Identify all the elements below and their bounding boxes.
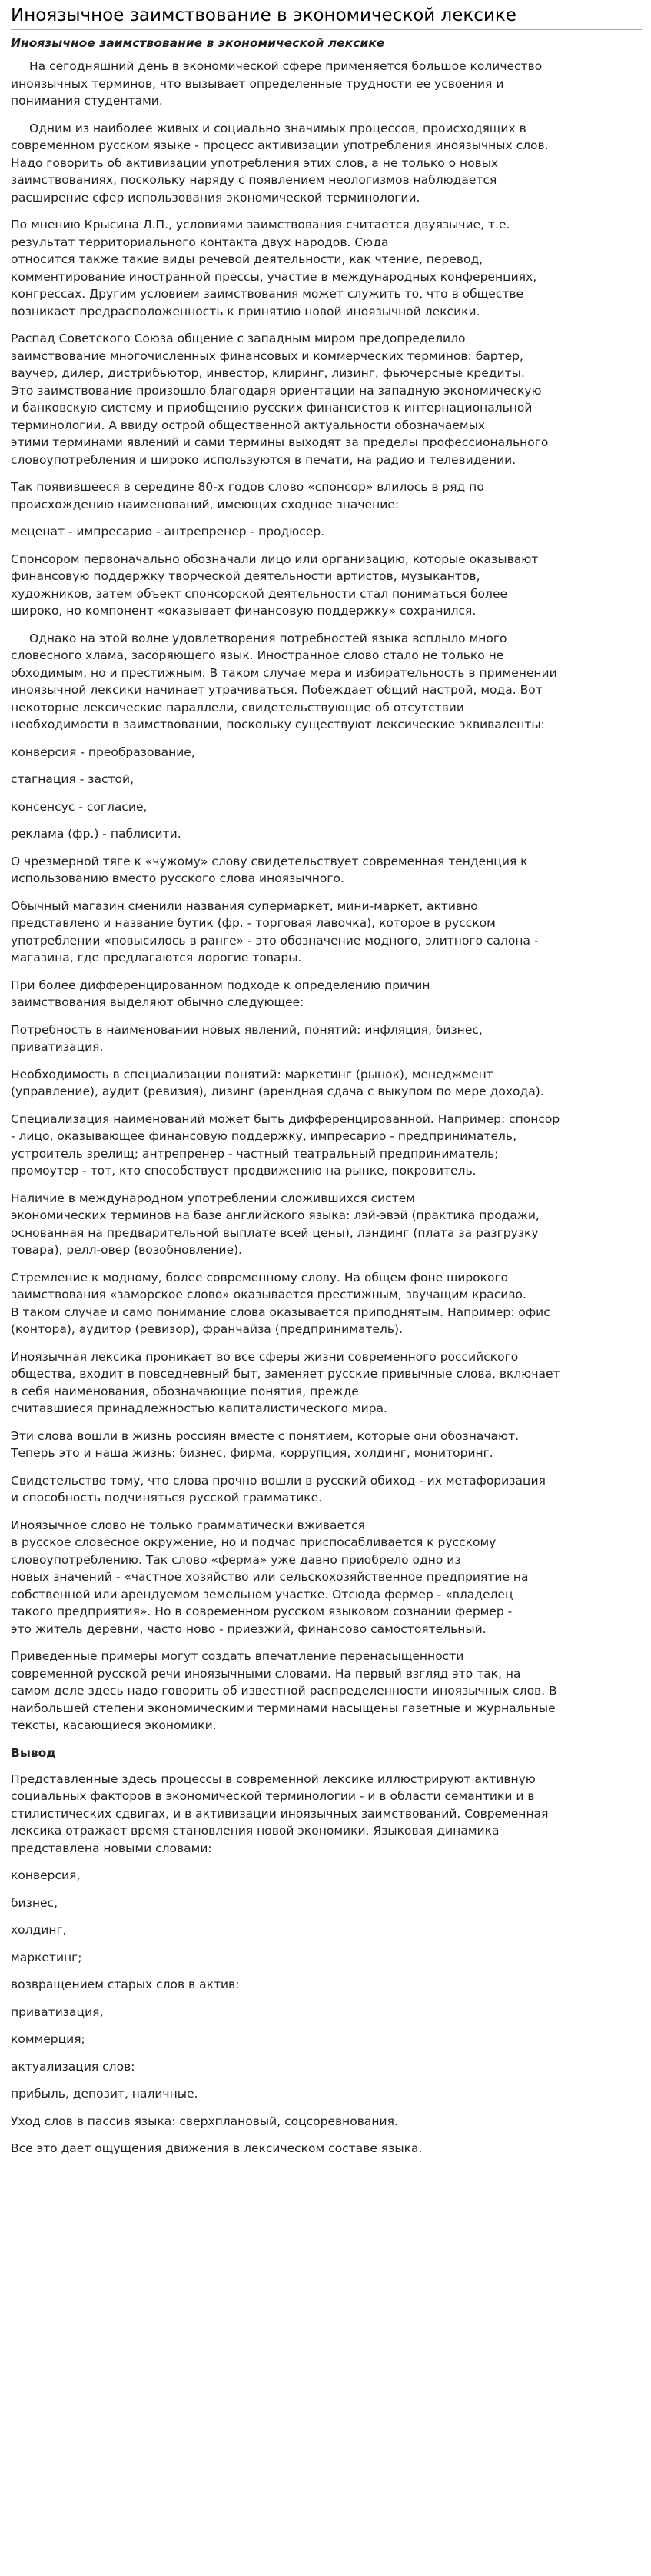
paragraph: Потребность в наименовании новых явлений, понятий: инфляция, бизнес, приватизация. xyxy=(11,1022,483,1054)
conclusion-paragraph: возвращением старых слов в актив: xyxy=(11,1978,240,1991)
conclusion-paragraph: маркетинг; xyxy=(11,1950,82,1964)
paragraph: конверсия - преобразование, xyxy=(11,745,195,759)
paragraph: На сегодняшний день в экономической сфере применяется большое количество иноязычных терминов, что вызывает определенные трудности ее усвоения и понимания студентами. xyxy=(11,59,543,108)
conclusion-heading: Вывод xyxy=(11,1745,56,1760)
paragraph: О чрезмерной тяге к «чужому» слову свидетельствует современная тенденция к использованию вместо русского слова иноязычного. xyxy=(11,854,528,885)
page-title: Иноязычное заимствование в экономической лексике xyxy=(11,5,642,30)
paragraph: Одним из наиболее живых и социально значимых процессов, происходящих в современном русском языке - процесс активизации употребления иноязычных слов. Надо говорить об активизации употребления этих слов, а не только о новых заимствованиях, поскольку наряду с появлением неологизмов наблюдается расширение сфер использования экономической терминологии. xyxy=(11,121,549,205)
paragraph: Так появившееся в середине 80-х годов слово «спонсор» влилось в ряд по происхождению наименований, имеющих сходное значение: xyxy=(11,480,484,512)
paragraph: Иноязычное слово не только грамматически вживается в русское словесное окружение, но и подчас приспосабливается к русскому словоупотреблению. Так слово «ферма» уже давно приобрело одно из новых значений - «частное хозяйство или сельскохозяйственное предприятие на собственной или арендуемом земельном участке. Отсюда фермер - «владелец такого предприятия». Но в современном русском языковом сознании фермер - это житель деревни, часто ново - приезжий, финансово самостоятельный. xyxy=(11,1518,529,1636)
paragraph: Эти слова вошли в жизнь россиян вместе с понятием, которые они обозначают. Теперь это и наша жизнь: бизнес, фирма, коррупция, холдинг, мониторинг. xyxy=(11,1428,520,1460)
paragraph: стагнация - застой, xyxy=(11,772,134,786)
conclusion-paragraph: актуализация слов: xyxy=(11,2059,135,2074)
conclusion-paragraph: прибыль, депозит, наличные. xyxy=(11,2087,198,2101)
conclusion-body xyxy=(11,1771,642,2158)
paragraph: Наличие в международном употреблении сложившихся систем экономических терминов на базе английского языка: лэй-эвэй (практика продажи, основанная на предварительной выплате всей цены), лэндинг (плата за разгрузку товара), релл-овер (возобновление). xyxy=(11,1191,540,1257)
conclusion-paragraph: холдинг, xyxy=(11,1923,67,1937)
paragraph: Иноязычная лексика проникает во все сферы жизни современного российского общества, входит в повседневный быт, заменяет русские привычные слова, включает в себя наименования, обозначающие понятия, прежде считавшиеся принадлежностью капиталистического мира. xyxy=(11,1349,560,1415)
paragraph: Необходимость в специализации понятий: маркетинг (рынок), менеджмент (управление), аудит (ревизия), лизинг (арендная сдача с выкупом по мере дохода). xyxy=(11,1067,544,1098)
conclusion-paragraph: Уход слов в пассив языка: сверхплановый, соцсоревнования. xyxy=(11,2114,398,2128)
paragraph: Однако на этой волне удовлетворения потребностей языка всплыло много словесного хлама, засоряющего язык. Иностранное слово стало не только не обходимым, но и престижным. В таком случае мера и избирательность в применении иноязычной лексики начинает утрачиваться. Побеждает общий настрой, мода. Вот некоторые лексические параллели, свидетельствующие об отсутствии необходимости в заимствовании, поскольку существуют лексические эквиваленты: xyxy=(11,631,557,731)
paragraph: Стремление к модному, более современному слову. На общем фоне широкого заимствования «заморское слово» оказывается престижным, звучащим красиво. В таком случае и само понимание слова оказывается приподнятым. Например: офис (контора), аудитор (ревизор), франчайза (предприниматель). xyxy=(11,1270,550,1336)
paragraph: Спонсором первоначально обозначали лицо или организацию, которые оказывают финансовую поддержку творческой деятельности артистов, музыкантов, художников, затем объект спонсорской деятельности стал пониматься более широко, но компонент «оказывает финансовую поддержку» сохранился. xyxy=(11,552,539,618)
conclusion-paragraph: бизнес, xyxy=(11,1895,58,1910)
article-body xyxy=(11,58,642,1735)
paragraph: Приведенные примеры могут создать впечатление перенасыщенности современной русской речи иноязычными словами. На первый взгляд это так, на самом деле здесь надо говорить об известной распределенности иноязычных слов. В наибольшей степени экономическими терминами насыщены газетные и журнальные тексты, касающиеся экономики. xyxy=(11,1649,557,1732)
article-subtitle: Иноязычное заимствование в экономической лексике xyxy=(11,36,385,50)
paragraph: Свидетельство тому, что слова прочно вошли в русский обиход - их метафоризация и способность подчиняться русской грамматике. xyxy=(11,1473,546,1505)
paragraph: меценат - импресарио - антрепренер - продюсер. xyxy=(11,525,325,538)
paragraph: При более дифференцированном подходе к определению причин заимствования выделяют обычно следующее: xyxy=(11,978,430,1009)
paragraph: консенсус - согласие, xyxy=(11,799,148,814)
paragraph: Специализация наименований может быть дифференцированной. Например: спонсор - лицо, оказывающее финансовую поддержку, импресарио - предприниматель, устроитель зрелищ; антрепренер - частный театральный предприниматель; промоутер - тот, кто способствует продвижению на рынке, покровитель. xyxy=(11,1111,560,1178)
paragraph: реклама (фр.) - паблисити. xyxy=(11,827,181,841)
conclusion-paragraph: Представленные здесь процессы в современной лексике иллюстрируют активную социальных факторов в экономической терминологии - и в области семантики и в стилистических сдвигах, и в активизации иноязычных заимствований. Современная лексика отражает время становления новой экономики. Языковая динамика представлена новыми словами: xyxy=(11,1771,549,1855)
paragraph: Распад Советского Союза общение с западным миром предопределило заимствование многочисленных финансовых и коммерческих терминов: бартер, ваучер, дилер, дистрибьютор, инвестор, клиринг, лизинг, фьючерсные кредиты. Это заимствование произошло благодаря ориентации на западную экономическую и банковскую систему и приобщению русских финансистов к интернациональной терминологии. А ввиду острой общественной актуальности обозначаемых этими терминами явлений и сами термины выходят за пределы профессионального словоупотребления и широко используются в печати, на радио и телевидении. xyxy=(11,332,549,467)
conclusion-paragraph: коммерция; xyxy=(11,2032,85,2046)
conclusion-paragraph: Все это дает ощущения движения в лексическом составе языка. xyxy=(11,2141,423,2155)
conclusion-paragraph: приватизация, xyxy=(11,2004,104,2019)
conclusion-paragraph: конверсия, xyxy=(11,1868,81,1882)
paragraph: По мнению Крысина Л.П., условиями заимствования считается двуязычие, т.е. результат территориального контакта двух народов. Сюда относится также такие виды речевой деятельности, как чтение, перевод, комментирование иностранной прессы, участие в международных конференциях, конгрессах. Другим условием заимствования может служить то, что в обществе возникает предрасположенность к принятию новой иноязычной лексики. xyxy=(11,218,537,318)
paragraph: Обычный магазин сменили названия супермаркет, мини-маркет, активно представлено и название бутик (фр. - торговая лавочка), которое в русском употреблении «повысилось в ранге» - это обозначение модного, элитного салона - магазина, где предлагаются дорогие товары. xyxy=(11,898,539,965)
